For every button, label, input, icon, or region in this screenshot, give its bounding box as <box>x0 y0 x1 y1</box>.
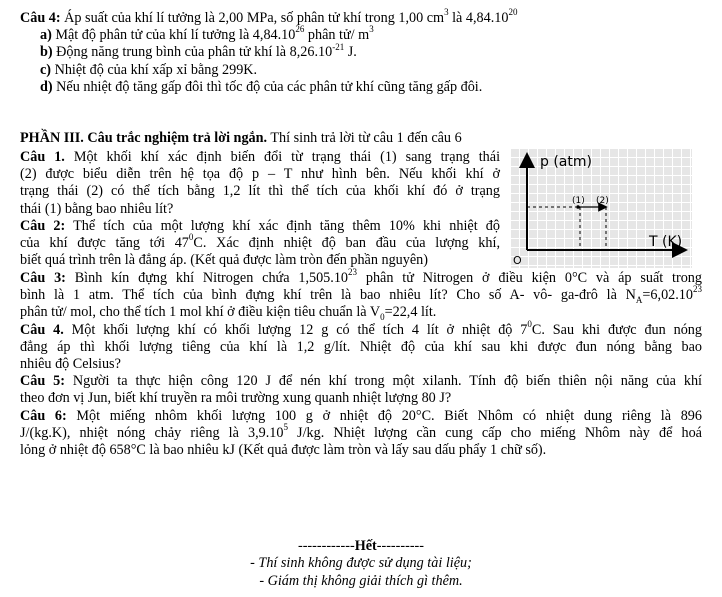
question-4-line-2: đẳng áp thì khối lượng tiêng của khí là 1,2 g/lít. Nhiệt độ của khí sau khi được đun nóng bằng bao <box>20 338 702 355</box>
p-axis-label: p (atm) <box>540 154 592 170</box>
question-2-line-2: của khí được tăng tới $47^0C$. Xác định nhiệt độ ban đầu của lượng khí, <box>20 232 500 252</box>
question-4-line-1: Câu 4. Một khối lượng khí có khối lượng 12 g có thể tích 4 lít ở nhiệt độ $7^0C$. Sau khi được đun nóng <box>20 318 702 338</box>
question-4-true-false <box>20 7 702 96</box>
question-4-header: Câu 4: Áp suất của khí lí tưởng là 2,00 MPa, số phân tử khí trong 1,00 $cm^3$ là 4,84.10$^{20}$ <box>20 7 518 26</box>
question-6-line-3: lỏng ở nhiệt độ 658°C là bao nhiêu kJ (Kết quả được làm tròn và lấy sau dấu phẩy 1 chữ số). <box>20 442 547 459</box>
question-3-line-1: Câu 3: Bình kín đựng khí Nitrogen chứa 1,505.10$^{23}$ phân tử Nitrogen ở điều kiện 0°C và áp suất trong <box>20 267 702 286</box>
question-5-line-2: theo đơn vị Jun, biết khí truyền ra môi trường xung quanh nhiệt lượng 80 J? <box>20 390 452 407</box>
part-3-title: PHẦN III. Câu trắc nghiệm trả lời ngắn. Thí sinh trả lời từ câu 1 đến câu 6 <box>20 130 462 146</box>
question-4-item-c: c) Nhiệt độ của khí xấp xỉ bằng 299K. <box>40 61 258 78</box>
question-3-line-2: bình là 1 atm. Thể tích của bình đựng khí trên là bao nhiêu lít? Cho số A- vô- ga-đrô là $N_A=6,02.10^{23}$ <box>20 284 702 306</box>
question-1-line-2: (2) được biểu diễn trên hệ tọa độ p – T như hình bên. Nếu khối khí ở <box>20 166 500 183</box>
footer-note-1: - Thí sinh không được sử dụng tài liệu; <box>250 555 472 571</box>
questions-3-6 <box>20 267 702 459</box>
question-6-line-1: Câu 6: Một miếng nhôm khối lượng 100 g ở nhiệt độ 20°C. Biết Nhôm có nhiệt dung riêng là 896 <box>20 407 702 424</box>
question-4-item-d: d) Nếu nhiệt độ tăng gấp đôi thì tốc độ của các phân tử khí cũng tăng gấp đôi. <box>40 78 483 95</box>
question-2-line-3: biết quá trình trên là đẳng áp. (Kết quả được làm tròn đến phần nguyên) <box>20 252 428 269</box>
questions-1-2 <box>20 149 500 269</box>
t-axis-label: T (K) <box>649 234 683 250</box>
question-6-line-2: J/(kg.K), nhiệt nóng chảy riêng là 3,9.10$^5$ J/kg. Nhiệt lượng cần cung cấp cho miếng Nhôm này để hoá <box>20 422 702 441</box>
state-2-label: (2) <box>596 196 609 206</box>
question-1-line-4: thái (1) bằng bao nhiêu lít? <box>20 200 174 217</box>
end-marker: ------------Hết---------- <box>297 538 424 554</box>
p-t-graph <box>510 148 692 268</box>
question-1-line-3: trạng thái (2) có thể tích bằng 1,2 lít thì thể tích của khối khí đó ở trạng <box>20 183 500 200</box>
question-2-line-1: Câu 2: Thể tích của một lượng khí xác định tăng thêm 10% khi nhiệt độ <box>20 217 500 234</box>
question-4-line-3: nhiêu độ Celsius? <box>20 356 121 373</box>
question-3-line-3: phân tử/ mol, cho thể tích 1 mol khí ở điều kiện tiêu chuẩn là $V_0=22,4$ lít. <box>20 304 437 323</box>
footer-note-2: - Giám thị không giải thích gì thêm. <box>259 573 463 589</box>
state-1-label: (1) <box>572 196 585 206</box>
question-5-line-1: Câu 5: Người ta thực hiện công 120 J để nén khí trong một xilanh. Tính độ biến thiên nội năng của khí <box>20 373 702 390</box>
question-4-item-a: a) Mật độ phân tử của khí lí tưởng là 4,84.10$^{26}$ phân tử/ $m^3$ <box>40 24 374 44</box>
question-1-line-1: Câu 1. Một khối khí xác định biến đổi từ trạng thái (1) sang trạng thái <box>20 149 501 165</box>
origin-label: O <box>513 254 522 267</box>
question-4-item-b: b) Động năng trung bình của phân tử khí là $8,26.10^{-21}$ J. <box>40 41 357 61</box>
